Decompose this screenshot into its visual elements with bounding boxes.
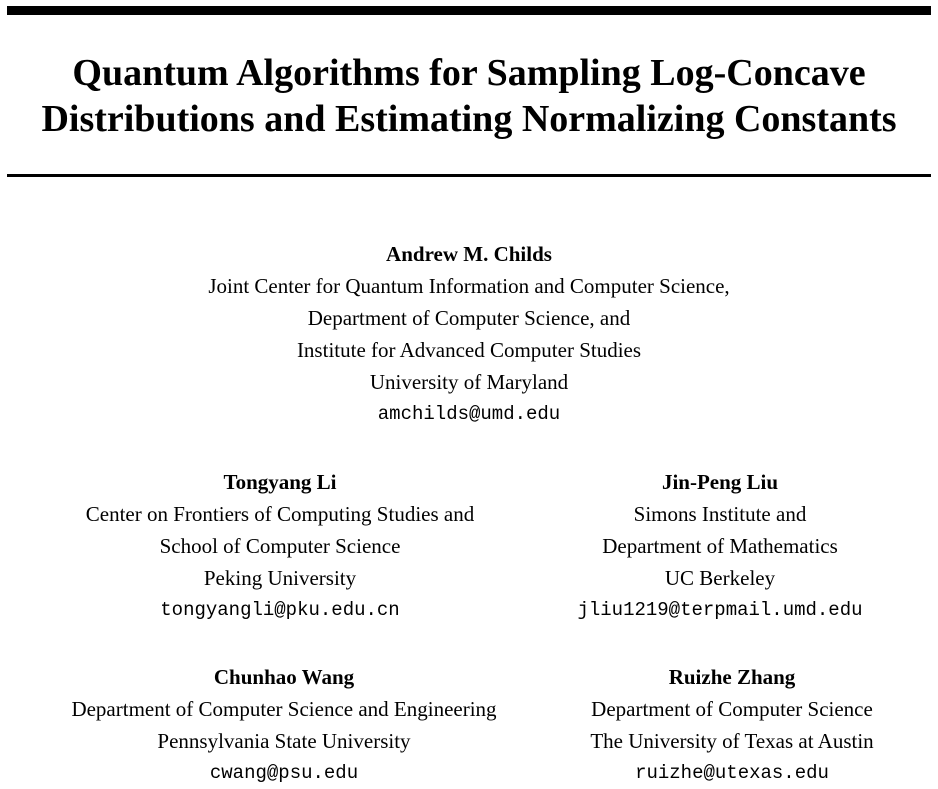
author-affiliation-line: Simons Institute and xyxy=(633,502,807,526)
author-affiliation-line: Department of Computer Science xyxy=(591,697,873,721)
author-affiliation-line: Department of Computer Science, and xyxy=(307,306,631,330)
author-affiliation-line: Pennsylvania State University xyxy=(157,729,411,753)
author-email: cwang@psu.edu xyxy=(209,762,359,784)
author-affiliation-line: Department of Computer Science and Engineering xyxy=(71,697,497,721)
author-affiliation-line: School of Computer Science xyxy=(159,534,401,558)
author-affiliation-line: The University of Texas at Austin xyxy=(590,729,874,753)
title-line-1: Quantum Algorithms for Sampling Log-Concave xyxy=(72,52,866,94)
author-affiliation-line: Peking University xyxy=(203,566,357,590)
author-affiliation-line: Joint Center for Quantum Information and Computer Science, xyxy=(208,274,730,298)
author-email: ruizhe@utexas.edu xyxy=(635,762,829,784)
author-block-liu xyxy=(520,466,920,626)
author-name: Tongyang Li xyxy=(223,470,337,494)
author-affiliation-line: UC Berkeley xyxy=(664,566,776,590)
author-block-childs xyxy=(0,238,938,430)
author-email: amchilds@umd.edu xyxy=(377,403,561,425)
title-line-2: Distributions and Estimating Normalizing Constants xyxy=(41,98,897,140)
author-affiliation-line: Institute for Advanced Computer Studies xyxy=(296,338,642,362)
title-top-rule xyxy=(7,6,931,15)
author-affiliation-line: Center on Frontiers of Computing Studies and xyxy=(85,502,475,526)
author-block-li xyxy=(30,466,530,626)
paper-title xyxy=(0,50,938,142)
author-name: Ruizhe Zhang xyxy=(668,665,796,689)
author-email: tongyangli@pku.edu.cn xyxy=(160,599,400,621)
author-block-zhang xyxy=(532,661,932,789)
author-name: Chunhao Wang xyxy=(213,665,355,689)
title-bottom-rule xyxy=(7,174,931,177)
author-block-wang xyxy=(30,661,538,789)
author-name: Andrew M. Childs xyxy=(386,242,552,266)
author-email: jliu1219@terpmail.umd.edu xyxy=(577,599,863,621)
author-affiliation-line: Department of Mathematics xyxy=(602,534,838,558)
author-name: Jin-Peng Liu xyxy=(661,470,779,494)
author-affiliation-line: University of Maryland xyxy=(369,370,569,394)
